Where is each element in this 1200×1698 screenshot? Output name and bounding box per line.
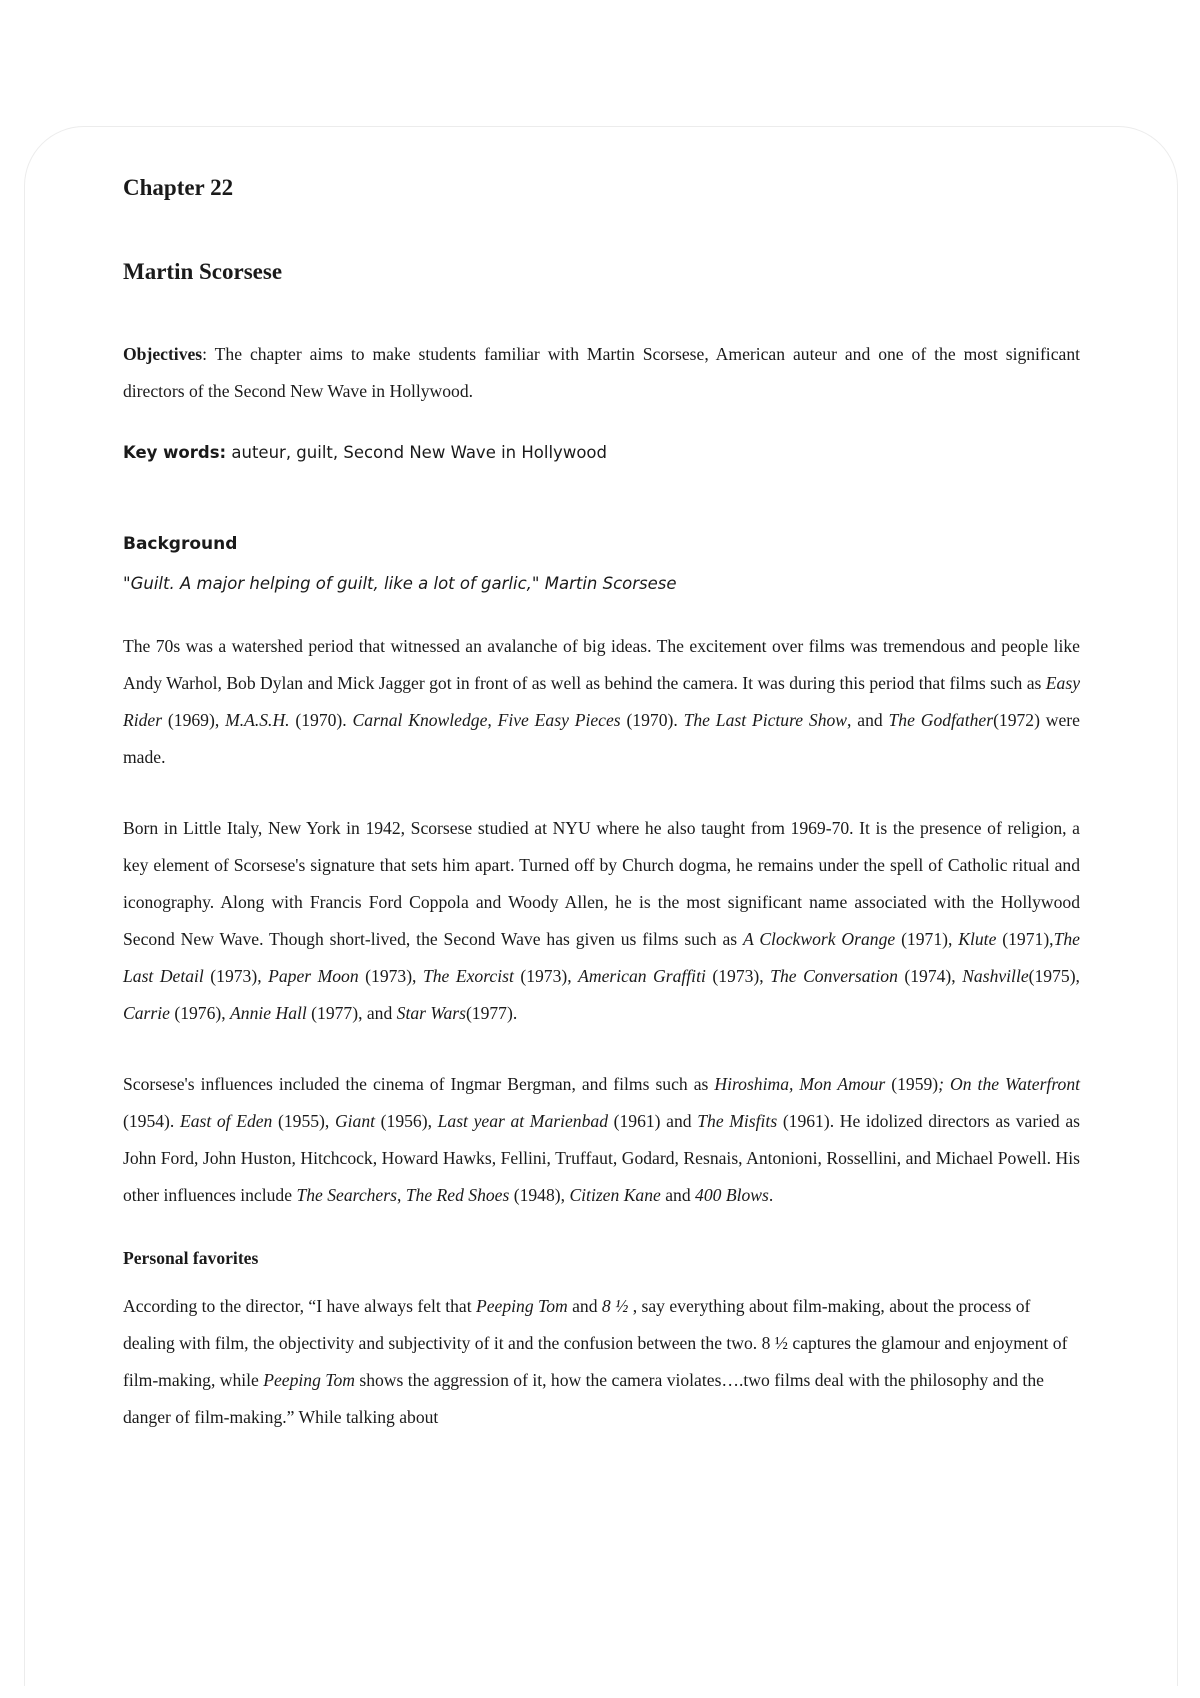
italic-title-run: The Conversation — [770, 966, 898, 986]
text-run: (1973), — [513, 966, 579, 986]
text-run: (1961) and — [608, 1111, 698, 1131]
text-run: (1977). — [465, 1003, 518, 1023]
keywords-line — [123, 434, 1080, 471]
italic-title-run: A Clockwork Orange — [743, 929, 896, 949]
objectives-label: Objectives — [123, 344, 203, 364]
italic-title-run: East of Eden — [179, 1111, 273, 1131]
personal-favorites-heading: Personal favorites — [123, 1248, 259, 1268]
chapter-subject: Martin Scorsese — [123, 259, 283, 284]
italic-title-run: Giant — [334, 1111, 376, 1131]
italic-title-run: Annie Hall — [230, 1003, 307, 1023]
background-heading: Background — [123, 534, 238, 554]
italic-title-run: The Last Picture Show — [683, 710, 848, 730]
text-run: , and — [847, 710, 889, 730]
italic-title-run: Peeping Tom — [475, 1296, 568, 1316]
italic-title-run: The Searchers — [296, 1185, 397, 1205]
objectives-text: : The chapter aims to make students familiar with Martin Scorsese, American auteur and one of the most significant directors of the Second New Wave in Hollywood. — [123, 344, 1080, 401]
italic-title-run: Carnal Knowledge, Five Easy Pieces — [352, 710, 621, 730]
text-run: (1973), — [358, 966, 423, 986]
text-run: , — [396, 1185, 406, 1205]
italic-title-run: American Graffiti — [578, 966, 706, 986]
text-run: (1973), — [705, 966, 771, 986]
italic-title-run: Carrie — [123, 1003, 170, 1023]
italic-title-run: Nashville — [962, 966, 1029, 986]
keywords-label: Key words: — [123, 443, 227, 462]
text-run: (1970). — [289, 710, 353, 730]
italic-title-run: 400 Blows — [695, 1185, 769, 1205]
text-run: (1955), — [272, 1111, 335, 1131]
italic-title-run: Last year at Marienbad — [437, 1111, 608, 1131]
text-run: (1961). He idolized directors as varied as John Ford, John Huston, Hitchcock, Howard Hawks, Fellini, Truffaut, Godard, Resnais, Antonioni, Rossellini, and Michael Powell. His other influences include — [123, 1111, 1080, 1205]
italic-title-run: ; On the Waterfront — [938, 1074, 1081, 1094]
text-run: (1971), — [895, 929, 959, 949]
text-run: and — [660, 1185, 696, 1205]
text-run: (1974), — [897, 966, 963, 986]
text-run: (1971), — [996, 929, 1054, 949]
italic-title-run: 8 ½ — [601, 1296, 629, 1316]
text-run: (1977), and — [306, 1003, 397, 1023]
text-run: (1954). — [123, 1111, 180, 1131]
italic-title-run: Citizen Kane — [569, 1185, 661, 1205]
background-paragraph-3 — [123, 1066, 1080, 1214]
text-run: (1969), — [162, 710, 226, 730]
text-run: (1948), — [509, 1185, 570, 1205]
text-run: and — [567, 1296, 602, 1316]
text-run: The 70s was a watershed period that witnessed an avalanche of big ideas. The excitement over films was tremendous and people like Andy Warhol, Bob Dylan and Mick Jagger got in front of as well as behind the camera. It was during this period that films such as — [123, 636, 1080, 693]
text-run: . — [768, 1185, 774, 1205]
text-run: Born in Little Italy, New York in 1942, Scorsese studied at NYU where he also taught from 1969-70. It is the presence of religion, a key element of Scorsese's signature that sets him apart. Turned off by Church dogma, he remains under the spell of Catholic ritual and iconography. Along with Francis Ford Coppola and Woody Allen, he is the most significant name associated with the Hollywood Second New Wave. Though short-lived, the Second Wave has given us films such as — [123, 818, 1080, 949]
italic-title-run: The Misfits — [697, 1111, 778, 1131]
chapter-number: Chapter 22 — [123, 175, 234, 200]
italic-title-run: M.A.S.H. — [225, 710, 290, 730]
favorites-paragraph-1 — [123, 1288, 1080, 1436]
text-run: (1972) were made. — [123, 710, 1080, 767]
italic-title-run: The Exorcist — [422, 966, 514, 986]
text-run: According to the director, “I have always felt that — [123, 1296, 476, 1316]
text-run: Scorsese's influences included the cinema of Ingmar Bergman, and films such as — [123, 1074, 715, 1094]
objectives-paragraph — [123, 336, 1080, 410]
italic-title-run: Peeping Tom — [263, 1370, 355, 1390]
italic-title-run: Star Wars — [396, 1003, 466, 1023]
document-body — [123, 168, 1080, 1436]
background-paragraph-1 — [123, 628, 1080, 776]
italic-title-run: Hiroshima, Mon Amour — [714, 1074, 886, 1094]
italic-title-run: Paper Moon — [268, 966, 359, 986]
text-run: (1976), — [169, 1003, 231, 1023]
epigraph-quote: "Guilt. A major helping of guilt, like a lot of garlic," Martin Scorsese — [123, 574, 677, 593]
text-run: (1956), — [375, 1111, 438, 1131]
keywords-text: auteur, guilt, Second New Wave in Hollywood — [226, 443, 607, 462]
italic-title-run: The Last Detail — [123, 929, 1080, 986]
text-run: (1959) — [885, 1074, 939, 1094]
italic-title-run: The Godfather — [888, 710, 994, 730]
text-run: shows the aggression of it, how the camera violates….two films deal with the philosophy and the danger of film-making.” While talking about — [123, 1370, 1044, 1427]
background-paragraph-2 — [123, 810, 1080, 1032]
italic-title-run: Easy Rider — [123, 673, 1080, 730]
text-run: (1973), — [203, 966, 269, 986]
italic-title-run: Klute — [958, 929, 997, 949]
italic-title-run: The Red Shoes — [405, 1185, 510, 1205]
text-run: , say everything about film-making, about the process of dealing with film, the objectivity and subjectivity of it and the confusion between the two. 8 ½ captures the glamour and enjoyment of film-making, while — [123, 1296, 1068, 1390]
text-run: (1975), — [1028, 966, 1080, 986]
text-run: (1970). — [620, 710, 684, 730]
